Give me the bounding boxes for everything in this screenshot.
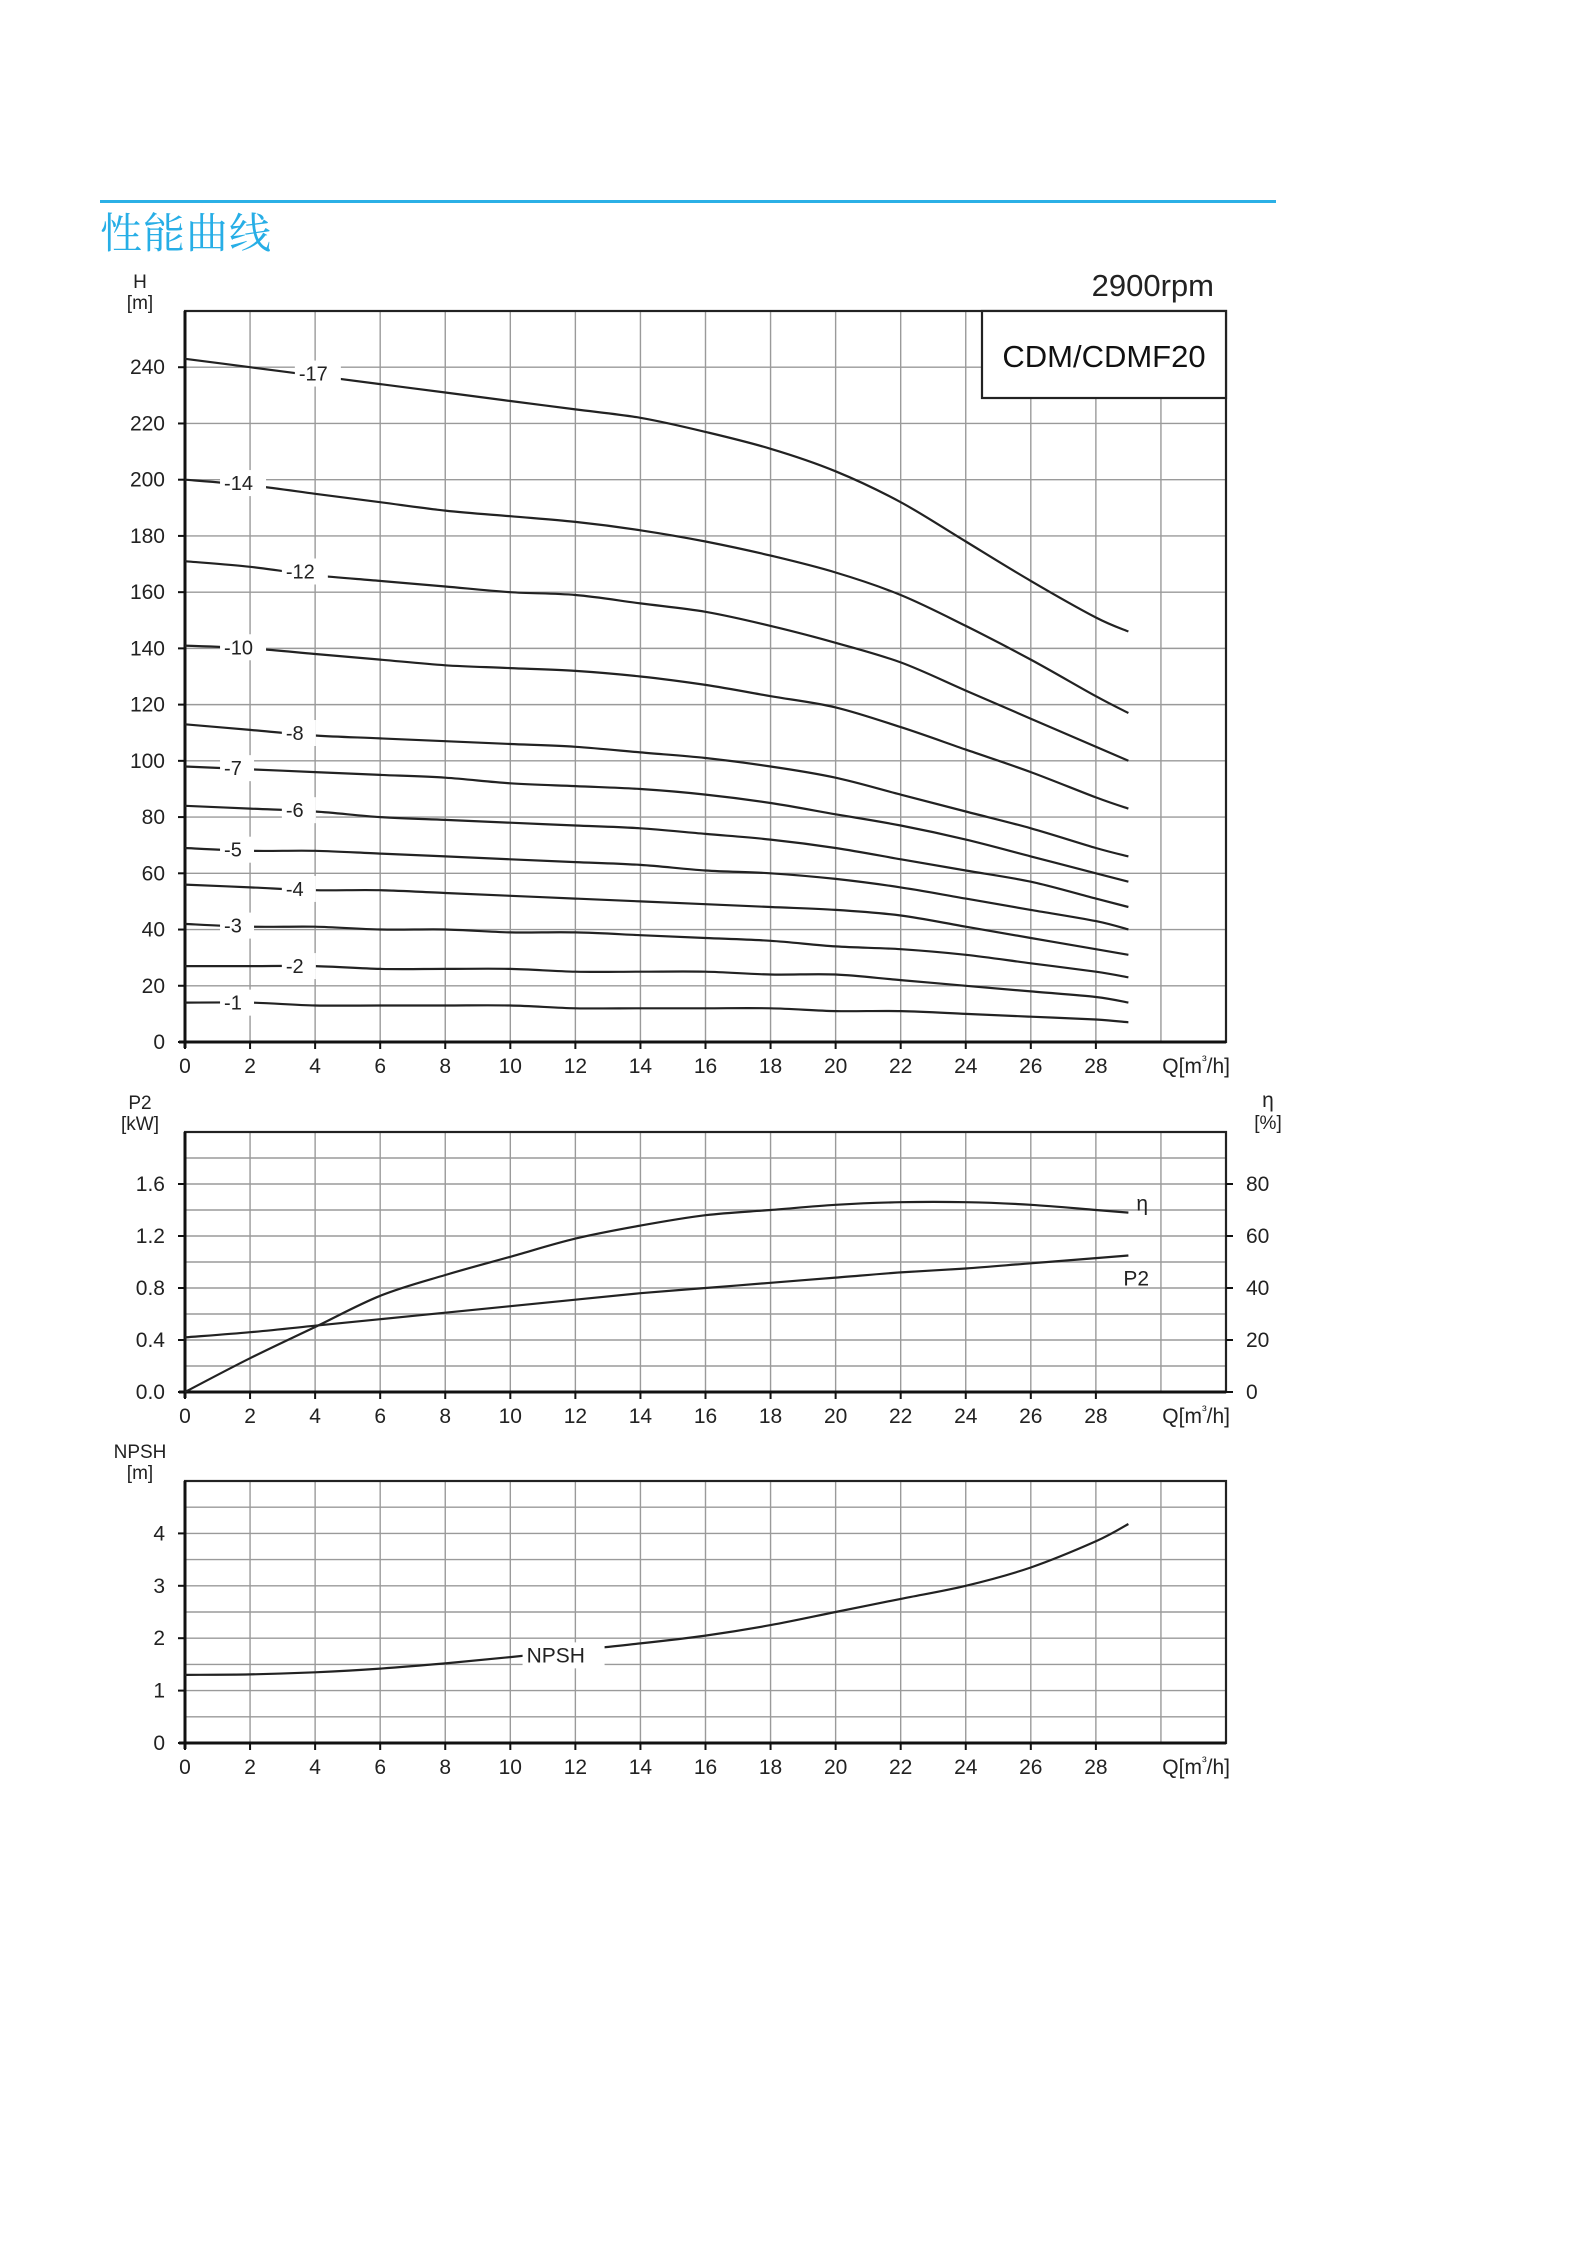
curve-npsh-0 [185, 1524, 1128, 1675]
x-tick-label: 14 [628, 1405, 653, 1428]
x-axis-label: $Q[m^{^3}/h]$ [1162, 1052, 1230, 1078]
y-tick-label: 100 [129, 749, 165, 773]
x-tick-label: 20 [823, 1055, 848, 1078]
x-tick-label: 18 [758, 1405, 783, 1428]
y-tick-label: 0.4 [135, 1329, 165, 1352]
y-tick-label: 0.0 [135, 1381, 165, 1404]
y2-axis-unit: [%] [1254, 1113, 1282, 1134]
y-tick-label: 80 [141, 806, 165, 830]
y-tick-label: 4 [153, 1522, 165, 1546]
curve-label: NPSH [526, 1644, 585, 1668]
curve-label: -17 [298, 363, 328, 386]
x-tick-label: 2 [244, 1405, 256, 1428]
x-tick-label: 22 [889, 1756, 913, 1779]
curve-label: -10 [224, 637, 253, 660]
x-tick-label: 0 [179, 1405, 191, 1428]
x-tick-label: 26 [1019, 1405, 1043, 1428]
curve-head-5 [185, 767, 1128, 882]
x-tick-label: 8 [439, 1055, 452, 1078]
curve-label: -5 [224, 839, 242, 862]
x-tick-label: 20 [823, 1756, 848, 1779]
x-tick-label: 10 [498, 1055, 522, 1078]
y-tick-label: 2 [153, 1627, 165, 1651]
x-tick-label: 14 [628, 1756, 653, 1779]
y-tick-label: 1.6 [135, 1173, 165, 1196]
x-tick-label: 12 [563, 1055, 588, 1078]
curve-label: -7 [224, 758, 242, 781]
y2-tick-label: 60 [1246, 1225, 1270, 1248]
x-tick-label: 10 [498, 1756, 522, 1779]
x-tick-label: 10 [498, 1405, 522, 1428]
curve-head-6 [185, 806, 1128, 907]
y-axis-unit: [m] [126, 1463, 154, 1484]
x-tick-label: 16 [693, 1405, 718, 1428]
y-tick-label: 1.2 [135, 1225, 165, 1248]
page-title: 性能曲线 [100, 209, 273, 258]
x-tick-label: 0 [179, 1756, 191, 1779]
x-tick-label: 24 [954, 1055, 978, 1078]
curve-label: -1 [224, 992, 242, 1015]
x-tick-label: 26 [1019, 1756, 1043, 1779]
y-tick-label: 240 [129, 356, 165, 380]
speed-label: 2900rpm [1091, 268, 1214, 303]
y-tick-label: 220 [129, 412, 165, 436]
curve-head-11 [185, 1002, 1128, 1022]
x-tick-label: 12 [563, 1756, 588, 1779]
y-tick-label: 1 [153, 1679, 165, 1703]
y-tick-label: 20 [141, 974, 165, 998]
x-tick-label: 18 [758, 1756, 783, 1779]
x-tick-label: 28 [1084, 1756, 1108, 1779]
head-chart [127, 272, 1230, 1078]
y-tick-label: 0 [153, 1031, 165, 1054]
curve-head-3 [185, 646, 1128, 809]
x-tick-label: 16 [693, 1756, 718, 1779]
x-tick-label: 8 [439, 1756, 452, 1779]
x-tick-label: 4 [309, 1756, 321, 1779]
x-tick-label: 0 [179, 1055, 191, 1078]
curve-label: -2 [285, 956, 304, 979]
y2-tick-label: 40 [1246, 1277, 1270, 1300]
model-label: CDM/CDMF20 [1002, 339, 1206, 374]
x-tick-label: 22 [889, 1405, 913, 1428]
y-axis-title: H [133, 272, 147, 293]
x-tick-label: 2 [244, 1055, 256, 1078]
curve-label: -12 [285, 561, 315, 584]
x-tick-label: 4 [309, 1405, 321, 1428]
x-tick-label: 26 [1019, 1055, 1043, 1078]
curve-head-2 [185, 561, 1128, 761]
y2-tick-label: 0 [1246, 1381, 1258, 1404]
curve-head-10 [185, 966, 1128, 1003]
y-tick-label: 200 [129, 468, 165, 492]
y2-tick-label: 80 [1246, 1173, 1270, 1196]
curve-label: -4 [285, 878, 304, 901]
x-tick-label: 2 [244, 1756, 256, 1779]
y-tick-label: 0 [153, 1732, 165, 1755]
y-tick-label: 160 [129, 581, 165, 605]
curve-head-9 [185, 924, 1128, 977]
curve-label: -3 [224, 915, 242, 938]
grid [185, 311, 1226, 1042]
y2-tick-label: 20 [1246, 1329, 1270, 1352]
y-tick-label: 60 [141, 862, 165, 886]
x-tick-label: 12 [563, 1405, 588, 1428]
npsh-chart [114, 1442, 1230, 1779]
x-tick-label: 6 [374, 1405, 387, 1428]
x-tick-label: 24 [954, 1756, 978, 1779]
curve-label: η [1136, 1192, 1149, 1216]
x-tick-label: 6 [374, 1756, 387, 1779]
curve-label: -8 [285, 723, 304, 746]
x-tick-label: 28 [1084, 1405, 1108, 1428]
grid [185, 1481, 1226, 1743]
power-efficiency-chart [121, 1089, 1282, 1428]
x-tick-label: 6 [374, 1055, 387, 1078]
grid [185, 1132, 1226, 1392]
y-axis-unit: [m] [126, 293, 154, 314]
x-tick-label: 28 [1084, 1055, 1108, 1078]
y2-axis-title: η [1262, 1089, 1274, 1112]
x-tick-label: 20 [823, 1405, 848, 1428]
x-tick-label: 8 [439, 1405, 452, 1428]
x-axis-label: $Q[m^{^3}/h]$ [1162, 1753, 1230, 1779]
y-tick-label: 3 [153, 1574, 165, 1598]
x-tick-label: 16 [693, 1055, 718, 1078]
x-tick-label: 22 [889, 1055, 913, 1078]
y-tick-label: 40 [141, 918, 165, 942]
x-tick-label: 4 [309, 1055, 321, 1078]
curve-label: -6 [285, 800, 304, 823]
curve-head-8 [185, 885, 1128, 955]
y-tick-label: 0.8 [135, 1277, 165, 1300]
x-tick-label: 24 [954, 1405, 978, 1428]
y-axis-title: NPSH [113, 1442, 167, 1463]
curve-head-7 [185, 848, 1128, 930]
y-tick-label: 140 [129, 637, 165, 661]
curve-label: P2 [1123, 1267, 1150, 1291]
curve-power-1 [185, 1256, 1128, 1338]
x-tick-label: 18 [758, 1055, 783, 1078]
curve-label: -14 [224, 473, 253, 496]
y-tick-label: 180 [129, 524, 165, 548]
y-axis-unit: [kW] [121, 1114, 159, 1135]
curve-power-0 [185, 1202, 1128, 1392]
x-axis-label: $Q[m^{^3}/h]$ [1162, 1402, 1230, 1428]
y-tick-label: 120 [129, 693, 165, 717]
y-axis-title: P2 [128, 1093, 152, 1114]
x-tick-label: 14 [628, 1055, 653, 1078]
